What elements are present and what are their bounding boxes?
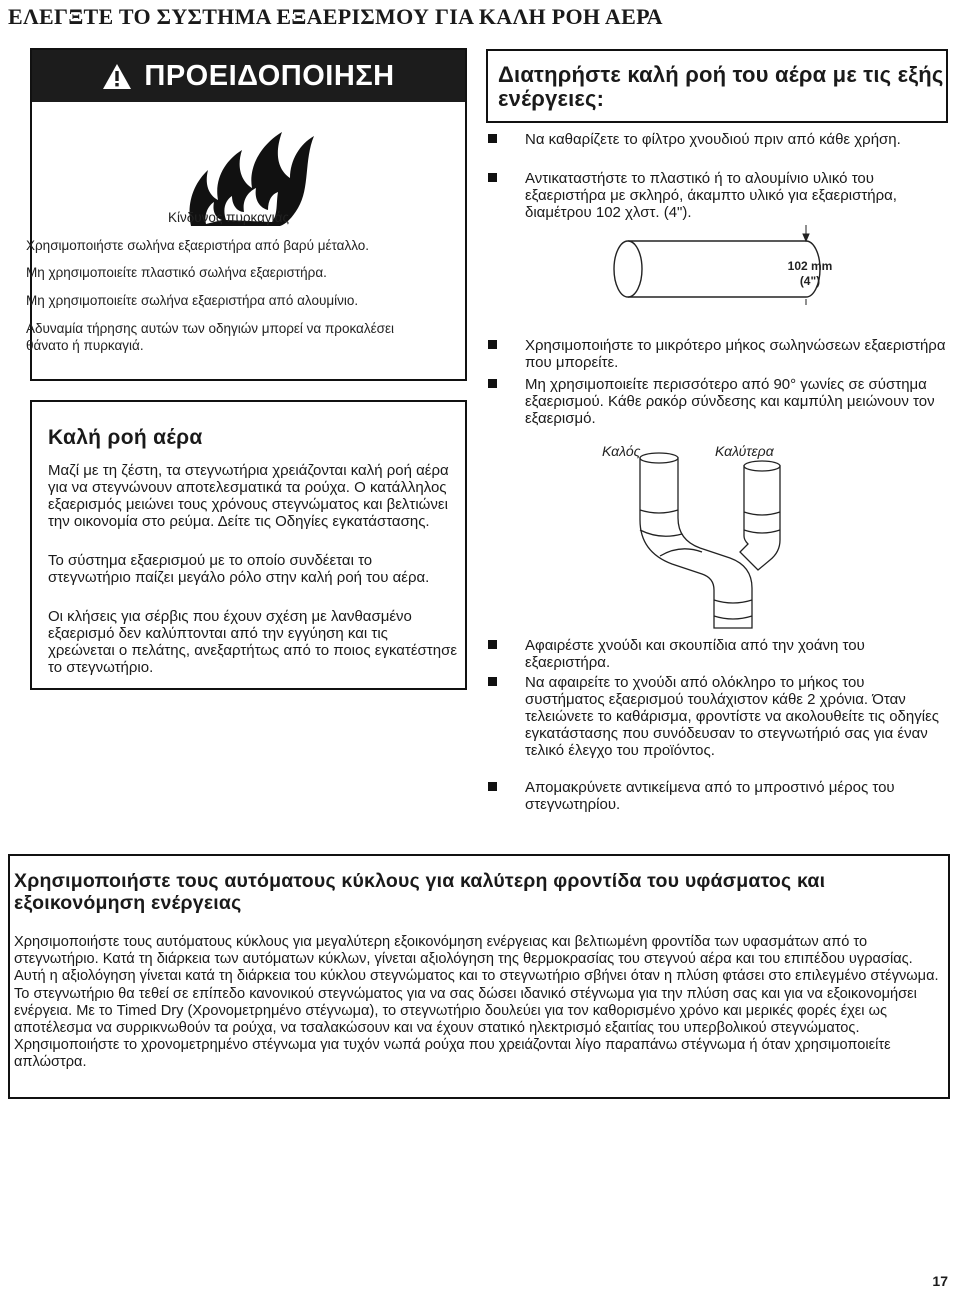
bullet-item (488, 337, 948, 371)
bullet-item (488, 170, 948, 221)
maintain-airflow-title: Διατηρήστε καλή ροή του αέρα με τις εξής ενέργειες: (498, 62, 944, 111)
warning-line-consequence-1: Αδυναμία τήρησης αυτών των οδηγιών μπορεί να προκαλέσει (26, 321, 394, 336)
warning-title: ΠΡΟΕΙΔΟΠΟΙΗΣΗ (144, 59, 395, 92)
bullet-square-icon (488, 640, 497, 649)
airflow-paragraph: Το σύστημα εξαερισμού με το οποίο συνδέεται το στεγνωτήριο παίζει μεγάλο ρόλο στην καλή ροή του αέρα. (48, 552, 430, 586)
pipe-label-in: (4") (799, 274, 821, 288)
warning-header (32, 50, 465, 102)
warning-line-fire-hazard: Κίνδυνος πυρκαγιάς (168, 210, 289, 225)
warning-line-heavy-metal: Χρησιμοποιήστε σωλήνα εξαεριστήρα από βαρύ μέταλλο. (26, 238, 370, 253)
pipe-label-mm: 102 mm (787, 259, 833, 273)
pipe-diameter-diagram (600, 225, 860, 305)
elbow-comparison-diagram (590, 440, 820, 635)
maintain-airflow-header (486, 49, 948, 123)
bullet-text: Να αφαιρείτε το χνούδι από ολόκληρο το μήκος του συστήματος εξαερισμού τουλάχιστον κάθε 2 χρόνια. Όταν τελειώνετε το καθάρισμα, φροντίστε να ακολουθείτε τις οδηγίες εγκατάστασης που συνόδευσαν το στεγνωτήριό σας για έναν τελικό έλεγχο του προϊόντος. (525, 674, 939, 759)
bullet-item (488, 674, 948, 759)
warning-line-consequence-2: θάνατο ή πυρκαγιά. (26, 338, 144, 353)
bullet-text: Χρησιμοποιήστε το μικρότερο μήκος σωληνώσεων εξαεριστήρα που μπορείτε. (525, 337, 946, 371)
bullet-square-icon (488, 782, 497, 791)
label-better: Καλύτερα (715, 443, 774, 459)
page-number: 17 (932, 1273, 948, 1289)
elbow-better-icon (740, 461, 780, 570)
page-title: ΕΛΕΓΞΤΕ ΤΟ ΣΥΣΤΗΜΑ ΕΞΑΕΡΙΣΜΟΥ ΓΙΑ ΚΑΛΗ ΡΟΗ ΑΕΡΑ (8, 4, 663, 29)
bullet-item (488, 637, 948, 671)
bullet-text: Μη χρησιμοποιείτε περισσότερο από 90° γωνίες σε σύστημα εξαερισμού. Κάθε ρακόρ σύνδεσης και καμπύλη μειώνουν τον εξαερισμό. (525, 376, 935, 427)
airflow-paragraph: Μαζί με τη ζέστη, τα στεγνωτήρια χρειάζονται καλή ροή αέρα για να στεγνώνουν αποτελεσματικά τα ρούχα. Ο κατάλληλος εξαερισμός μειώνει τους χρόνους στεγνώματος και βελτιώνει την οικονομία στο ρεύμα. Δείτε τις Οδηγίες εγκατάστασης. (48, 462, 449, 530)
bullet-item (488, 376, 948, 427)
bullet-square-icon (488, 340, 497, 349)
bullet-item (488, 779, 948, 813)
bullet-text: Απομακρύνετε αντικείμενα από το μπροστινό μέρος του στεγνωτηρίου. (525, 779, 895, 813)
label-good: Καλός (602, 443, 641, 459)
auto-cycles-box (8, 854, 950, 1099)
warning-box (26, 48, 467, 381)
auto-cycles-title: Χρησιμοποιήστε τους αυτόματους κύκλους για καλύτερη φροντίδα του υφάσματος και εξοικονόμηση ενέργειας (14, 870, 826, 914)
bullet-square-icon (488, 379, 497, 388)
airflow-title: Καλή ροή αέρα (48, 426, 203, 449)
auto-cycles-body: Χρησιμοποιήστε τους αυτόματους κύκλους για μεγαλύτερη εξοικονόμηση ενέργειας και βελτιωμένη φροντίδα των υφασμάτων από το στεγνωτήριο. Κατά τη διάρκεια των αυτόματων κύκλων, γίνεται αξιολόγηση της θερμοκρασίας του στεγνού αέρα και του επιπέδου υγρασίας. Αυτή η αξιολόγηση γίνεται κατά τη διάρκεια του κύκλου στεγνώματος και το στεγνωτήριο σβήνει όταν η πλύση φτάσει στο επιλεγμένο στέγνωμα. Το στεγνωτήριο θα τεθεί σε επίπεδο κανονικού στεγνώματος για να σας δώσει ιδανικό στέγνωμα για την πλύση σας και για να εξοικονομήσει ενέργεια. Με το Timed Dry (Χρονομετρημένο στέγνωμα), το στεγνωτήριο δουλεύει για τον καθορισμένο χρόνο και μερικές φορές έχει ως αποτέλεσμα να συρρικνωθούν τα ρούχα, να τσαλακώσουν και να έχουν στατικό ηλεκτρισμό εξαιτίας του υπερβολικού στεγνώματος. Χρησιμοποιήστε το χρονομετρημένο στέγνωμα για τυχόν νωπά ρούχα που χρειάζονται λίγο παραπάνω στέγνωμα ή όταν χρησιμοποιείτε απλώστρα. (14, 934, 939, 1071)
bullet-square-icon (488, 677, 497, 686)
airflow-paragraph: Οι κλήσεις για σέρβις που έχουν σχέση με λανθασμένο εξαερισμό δεν καλύπτονται από την εγγύηση και τις χρεώνεται ο πελάτης, ανεξαρτήτως από το ποιος εγκατέστησε το στεγνωτήριο. (48, 608, 458, 676)
elbow-good-icon (640, 453, 752, 628)
bullet-text: Να καθαρίζετε το φίλτρο χνουδιού πριν από κάθε χρήση. (525, 131, 901, 148)
warning-triangle-icon (102, 63, 132, 90)
bullet-text: Αντικαταστήστε το πλαστικό ή το αλουμίνιο υλικό του εξαεριστήρα με σκληρό, άκαμπτο υλικό για εξαεριστήρα, διαμέτρου 102 χλστ. (4"). (525, 170, 897, 221)
warning-line-no-plastic: Μη χρησιμοποιείτε πλαστικό σωλήνα εξαεριστήρα. (26, 265, 327, 280)
bullet-square-icon (488, 173, 497, 182)
airflow-box (30, 400, 467, 690)
bullet-text: Αφαιρέστε χνούδι και σκουπίδια από την χοάνη του εξαεριστήρα. (525, 637, 865, 671)
bullet-item (488, 131, 948, 148)
warning-line-no-aluminum: Μη χρησιμοποιείτε σωλήνα εξαεριστήρα από αλουμίνιο. (26, 293, 359, 308)
bullet-square-icon (488, 134, 497, 143)
